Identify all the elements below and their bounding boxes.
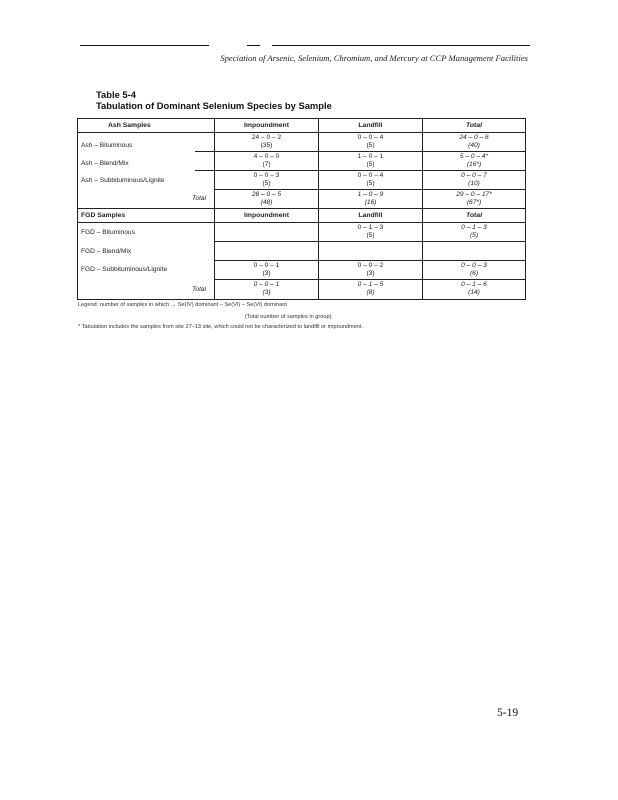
- fgd-samples-header: FGD Samples: [81, 212, 126, 219]
- fgd-total-n: (6): [469, 270, 479, 277]
- ash-row-label: Ash – Bituminous: [81, 142, 133, 149]
- fgd-total-landfill-counts: 0 – 1 – 5: [357, 281, 384, 288]
- fgd-row-1-line: [215, 241, 526, 242]
- legend-subnote: (Total number of samples in group): [245, 314, 332, 320]
- ash-impoundment-counts: 4 – 0 – 0: [253, 153, 280, 160]
- header-rule-left: [80, 45, 209, 46]
- ash-landfill-counts: 0 – 0 – 4: [357, 172, 384, 179]
- fgd-total-impoundment-n: (3): [262, 289, 271, 296]
- running-header-title: Speciation of Arsenic, Selenium, Chromium, and Mercury at CCP Management Facilities: [220, 53, 528, 63]
- fgd-total-counts: 0 – 0 – 3: [461, 262, 487, 269]
- fgd-row-label: FGD – Bituminous: [81, 229, 135, 236]
- header-rule-short: [247, 45, 260, 46]
- table-left-border: [77, 118, 78, 299]
- fgd-landfill-counts: 0 – 0 – 2: [357, 262, 384, 269]
- ash-row-3-line: [215, 189, 526, 190]
- fgd-row-label: FGD – Subbituminous/Lignite: [81, 266, 168, 273]
- table-bottom-border: [77, 299, 526, 300]
- fgd-impoundment-header: Impoundment: [244, 212, 289, 219]
- fgd-header-top: [77, 208, 526, 209]
- fgd-grand-total-n: (14): [468, 289, 480, 296]
- table-top-border: [77, 118, 526, 119]
- ash-landfill-n: (5): [366, 161, 375, 168]
- fgd-total-label: Total: [192, 286, 207, 293]
- fgd-row-3-line: [215, 279, 526, 280]
- ash-landfill-counts: 0 – 0 – 4: [357, 134, 384, 141]
- ash-grand-total-n: (67*): [466, 199, 482, 206]
- ash-samples-header: Ash Samples: [108, 122, 151, 129]
- fgd-grand-total-counts: 0 – 1 – 6: [461, 281, 487, 288]
- ash-header-bottom: [77, 132, 526, 133]
- fgd-total-header: Total: [466, 212, 482, 219]
- fgd-total-landfill-n: (8): [366, 289, 375, 296]
- fgd-total-counts: 0 – 1 – 3: [461, 224, 487, 231]
- ash-total-n: (10): [468, 180, 480, 187]
- ash-impoundment-header: Impoundment: [244, 122, 289, 129]
- ash-total-counts: 0 – 0 – 7: [461, 172, 487, 179]
- ash-total-counts: 5 – 0 – 4*: [459, 153, 489, 160]
- ash-landfill-n: (5): [366, 180, 375, 187]
- fgd-row-2-line: [215, 260, 526, 261]
- fgd-row-label: FGD – Blend/Mix: [81, 248, 132, 255]
- ash-total-landfill-n: (16): [364, 199, 377, 206]
- ash-row-label: Ash – Blend/Mix: [81, 160, 129, 167]
- ash-total-impoundment-n: (48): [260, 199, 273, 206]
- ash-total-n: (16*): [466, 161, 482, 168]
- legend-note: Legend: number of samples in which → Se(IV) dominant – Se(VI) – Se(VI) dominant: [78, 302, 287, 308]
- ash-impoundment-n: (35): [260, 142, 273, 149]
- ash-row-2-line: [195, 170, 526, 171]
- page-number: 5-19: [497, 707, 519, 719]
- fgd-total-impoundment-counts: 0 – 0 – 1: [253, 281, 280, 288]
- fgd-landfill-n: (3): [366, 270, 375, 277]
- ash-total-counts: 24 – 0 – 6: [459, 134, 489, 141]
- ash-total-label: Total: [192, 195, 207, 202]
- ash-impoundment-n: (5): [262, 180, 271, 187]
- footnote: * Tabulation includes the samples from site 27–13 site, which could not be characterized to landfill or impoundment.: [78, 324, 364, 330]
- ash-row-1-line: [195, 151, 526, 152]
- header-rule-right: [272, 45, 530, 46]
- ash-impoundment-counts: 0 – 0 – 3: [253, 172, 280, 179]
- ash-impoundment-counts: 24 – 0 – 2: [251, 134, 282, 141]
- fgd-landfill-n: (5): [366, 232, 375, 239]
- ash-row-label: Ash – Subbituminous/Lignite: [81, 177, 165, 184]
- fgd-header-bottom: [77, 222, 526, 223]
- ash-landfill-n: (5): [366, 142, 375, 149]
- fgd-landfill-counts: 0 – 1 – 3: [357, 224, 384, 231]
- fgd-total-n: (5): [469, 232, 479, 239]
- ash-landfill-counts: 1 – 0 – 1: [357, 153, 384, 160]
- table-right-border: [525, 118, 526, 299]
- ash-total-n: (40): [468, 142, 480, 149]
- table-number: Table 5-4: [96, 89, 136, 100]
- ash-total-impoundment-counts: 28 – 0 – 5: [251, 191, 282, 198]
- fgd-impoundment-counts: 0 – 0 – 1: [253, 262, 280, 269]
- table-title: Tabulation of Dominant Selenium Species by Sample: [96, 100, 332, 111]
- fgd-landfill-header: Landfill: [358, 212, 383, 219]
- ash-total-landfill-counts: 1 – 0 – 9: [357, 191, 384, 198]
- ash-landfill-header: Landfill: [358, 122, 383, 129]
- ash-grand-total-counts: 29 – 0 – 17*: [456, 191, 492, 198]
- ash-impoundment-n: (7): [262, 161, 271, 168]
- ash-total-header: Total: [466, 122, 482, 129]
- fgd-impoundment-n: (3): [262, 270, 271, 277]
